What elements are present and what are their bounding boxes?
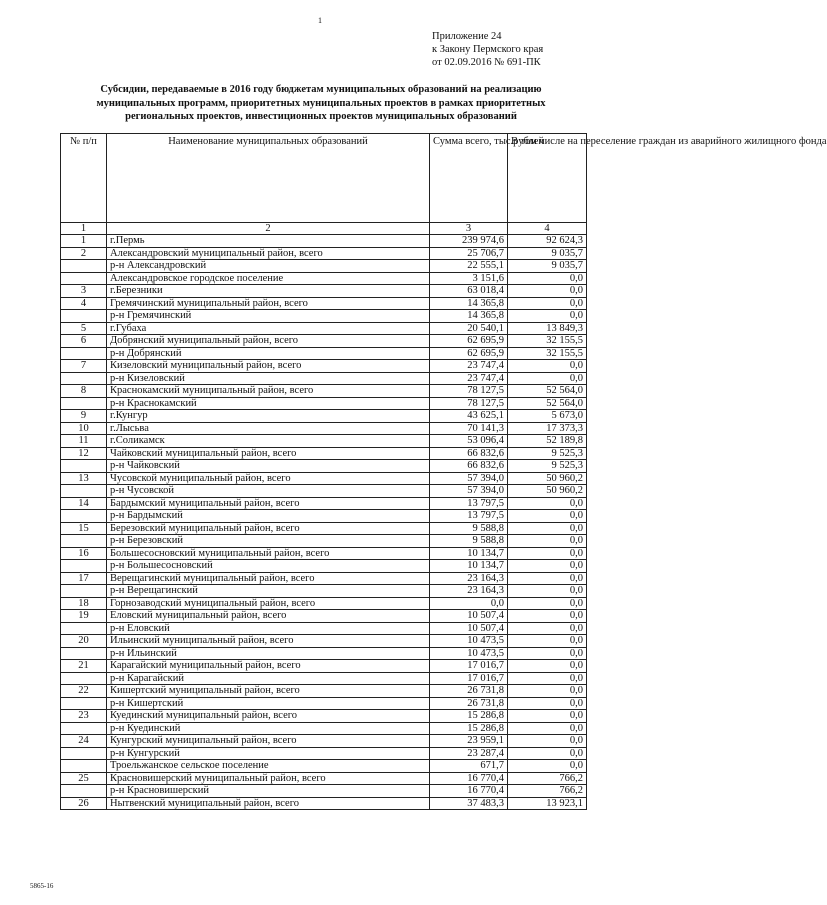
row-number: 25 [61, 772, 107, 785]
row-sum: 25 706,7 [430, 247, 508, 260]
row-resettlement: 0,0 [508, 310, 587, 323]
row-name: р-н Березовский [107, 535, 430, 548]
row-resettlement: 0,0 [508, 610, 587, 623]
table-row [61, 510, 587, 523]
table-row [61, 647, 587, 660]
row-number [61, 372, 107, 385]
table-row [61, 685, 587, 698]
row-number [61, 347, 107, 360]
row-name: Александровское городское поселение [107, 272, 430, 285]
row-name: Кизеловский муниципальный район, всего [107, 360, 430, 373]
row-number: 18 [61, 597, 107, 610]
row-number [61, 397, 107, 410]
row-resettlement: 0,0 [508, 647, 587, 660]
row-resettlement: 0,0 [508, 547, 587, 560]
row-number: 21 [61, 660, 107, 673]
table-row [61, 310, 587, 323]
row-resettlement: 0,0 [508, 585, 587, 598]
table-row [61, 360, 587, 373]
row-name: Троельжанское сельское поселение [107, 760, 430, 773]
row-name: Горнозаводский муниципальный район, всего [107, 597, 430, 610]
row-sum: 20 540,1 [430, 322, 508, 335]
row-sum: 10 507,4 [430, 622, 508, 635]
row-resettlement: 0,0 [508, 522, 587, 535]
row-sum: 10 507,4 [430, 610, 508, 623]
row-number [61, 460, 107, 473]
row-sum: 78 127,5 [430, 397, 508, 410]
row-resettlement: 0,0 [508, 372, 587, 385]
row-resettlement: 0,0 [508, 297, 587, 310]
row-resettlement: 766,2 [508, 785, 587, 798]
row-name: р-н Кишертский [107, 697, 430, 710]
row-resettlement: 52 189,8 [508, 435, 587, 448]
row-name: р-н Еловский [107, 622, 430, 635]
table-row [61, 485, 587, 498]
row-number: 11 [61, 435, 107, 448]
row-sum: 43 625,1 [430, 410, 508, 423]
row-sum: 14 365,8 [430, 297, 508, 310]
row-sum: 17 016,7 [430, 672, 508, 685]
row-name: р-н Ильинский [107, 647, 430, 660]
row-sum: 53 096,4 [430, 435, 508, 448]
column-index: 1 [61, 223, 107, 235]
row-number [61, 310, 107, 323]
row-number: 8 [61, 385, 107, 398]
table-row [61, 772, 587, 785]
row-name: Гремячинский муниципальный район, всего [107, 297, 430, 310]
row-number: 4 [61, 297, 107, 310]
row-sum: 62 695,9 [430, 347, 508, 360]
row-resettlement: 0,0 [508, 722, 587, 735]
row-number [61, 647, 107, 660]
table-row [61, 660, 587, 673]
row-number: 3 [61, 285, 107, 298]
row-name: Краснокамский муниципальный район, всего [107, 385, 430, 398]
row-number [61, 585, 107, 598]
row-name: Добрянский муниципальный район, всего [107, 335, 430, 348]
row-resettlement: 0,0 [508, 747, 587, 760]
header-name: Наименование муниципальных образований [107, 134, 430, 223]
row-number: 17 [61, 572, 107, 585]
table-row [61, 247, 587, 260]
row-resettlement: 13 849,3 [508, 322, 587, 335]
row-resettlement: 52 564,0 [508, 385, 587, 398]
row-resettlement: 32 155,5 [508, 335, 587, 348]
row-sum: 62 695,9 [430, 335, 508, 348]
row-name: Верещагинский муниципальный район, всего [107, 572, 430, 585]
table-row [61, 322, 587, 335]
row-resettlement: 766,2 [508, 772, 587, 785]
row-name: г.Лысьва [107, 422, 430, 435]
document-title: Субсидии, передаваемые в 2016 году бюджетам муниципальных образований на реализацию муниципальных программ, приоритетных муниципальных проектов в рамках приоритетных региональных проектов, инвестиционных проектов муниципальных образований [96, 84, 546, 122]
table-row [61, 697, 587, 710]
row-number: 5 [61, 322, 107, 335]
row-sum: 10 473,5 [430, 647, 508, 660]
row-sum: 9 588,8 [430, 535, 508, 548]
footer-code: 5865-16 [30, 882, 54, 890]
table-row [61, 522, 587, 535]
table-row [61, 347, 587, 360]
row-sum: 23 287,4 [430, 747, 508, 760]
row-number: 2 [61, 247, 107, 260]
table-row [61, 710, 587, 723]
row-number [61, 560, 107, 573]
table-row [61, 610, 587, 623]
row-sum: 26 731,8 [430, 697, 508, 710]
row-number [61, 485, 107, 498]
table-row [61, 447, 587, 460]
row-name: р-н Краснокамский [107, 397, 430, 410]
row-number: 23 [61, 710, 107, 723]
row-number: 6 [61, 335, 107, 348]
table-row [61, 497, 587, 510]
row-sum: 16 770,4 [430, 772, 508, 785]
row-resettlement: 0,0 [508, 735, 587, 748]
table-row [61, 297, 587, 310]
row-name: р-н Красновишерский [107, 785, 430, 798]
row-name: Бардымский муниципальный район, всего [107, 497, 430, 510]
table-row [61, 535, 587, 548]
appendix-line-2: к Закону Пермского края [432, 44, 544, 55]
table-row [61, 410, 587, 423]
column-index: 4 [508, 223, 587, 235]
row-name: р-н Кунгурский [107, 747, 430, 760]
row-resettlement: 13 923,1 [508, 797, 587, 810]
row-name: р-н Бардымский [107, 510, 430, 523]
row-resettlement: 0,0 [508, 710, 587, 723]
table-row [61, 585, 587, 598]
row-name: г.Пермь [107, 235, 430, 248]
row-sum: 23 747,4 [430, 360, 508, 373]
row-resettlement: 0,0 [508, 497, 587, 510]
row-number [61, 622, 107, 635]
row-sum: 57 394,0 [430, 472, 508, 485]
row-name: г.Соликамск [107, 435, 430, 448]
row-resettlement: 0,0 [508, 697, 587, 710]
table-row [61, 272, 587, 285]
row-resettlement: 9 035,7 [508, 260, 587, 273]
row-number [61, 272, 107, 285]
table-row [61, 672, 587, 685]
row-number: 24 [61, 735, 107, 748]
table-row [61, 435, 587, 448]
table-row [61, 572, 587, 585]
row-sum: 9 588,8 [430, 522, 508, 535]
row-number: 7 [61, 360, 107, 373]
row-number: 26 [61, 797, 107, 810]
appendix-line-1: Приложение 24 [432, 31, 502, 42]
table-row [61, 735, 587, 748]
row-number [61, 535, 107, 548]
row-sum: 13 797,5 [430, 497, 508, 510]
row-number [61, 672, 107, 685]
row-number: 13 [61, 472, 107, 485]
row-sum: 15 286,8 [430, 710, 508, 723]
row-name: г.Губаха [107, 322, 430, 335]
row-sum: 14 365,8 [430, 310, 508, 323]
row-resettlement: 32 155,5 [508, 347, 587, 360]
row-resettlement: 5 673,0 [508, 410, 587, 423]
table-row [61, 372, 587, 385]
row-name: Еловский муниципальный район, всего [107, 610, 430, 623]
header-number: № п/п [61, 134, 107, 223]
row-sum: 15 286,8 [430, 722, 508, 735]
table-row [61, 722, 587, 735]
row-resettlement: 0,0 [508, 597, 587, 610]
row-resettlement: 9 035,7 [508, 247, 587, 260]
row-name: Кишертский муниципальный район, всего [107, 685, 430, 698]
row-name: Карагайский муниципальный район, всего [107, 660, 430, 673]
appendix-header [432, 30, 543, 69]
row-sum: 63 018,4 [430, 285, 508, 298]
row-name: Кунгурский муниципальный район, всего [107, 735, 430, 748]
row-sum: 17 016,7 [430, 660, 508, 673]
table-row [61, 285, 587, 298]
column-index: 3 [430, 223, 508, 235]
row-resettlement: 0,0 [508, 360, 587, 373]
row-sum: 57 394,0 [430, 485, 508, 498]
table-header-row [61, 134, 587, 223]
table-row [61, 335, 587, 348]
row-number: 16 [61, 547, 107, 560]
row-name: р-н Куединский [107, 722, 430, 735]
row-sum: 10 473,5 [430, 635, 508, 648]
row-resettlement: 0,0 [508, 672, 587, 685]
row-resettlement: 0,0 [508, 272, 587, 285]
table-row [61, 760, 587, 773]
row-sum: 23 164,3 [430, 572, 508, 585]
row-sum: 23 164,3 [430, 585, 508, 598]
row-name: г.Березники [107, 285, 430, 298]
row-resettlement: 52 564,0 [508, 397, 587, 410]
row-resettlement: 0,0 [508, 685, 587, 698]
row-number: 10 [61, 422, 107, 435]
row-number [61, 747, 107, 760]
row-resettlement: 50 960,2 [508, 485, 587, 498]
row-number: 15 [61, 522, 107, 535]
row-name: р-н Чусовской [107, 485, 430, 498]
row-sum: 13 797,5 [430, 510, 508, 523]
row-resettlement: 0,0 [508, 572, 587, 585]
row-sum: 3 151,6 [430, 272, 508, 285]
row-sum: 70 141,3 [430, 422, 508, 435]
subsidies-table [60, 133, 827, 810]
row-name: р-н Верещагинский [107, 585, 430, 598]
row-sum: 10 134,7 [430, 560, 508, 573]
row-number [61, 260, 107, 273]
table-row [61, 460, 587, 473]
column-index-row [61, 223, 587, 235]
row-resettlement: 9 525,3 [508, 460, 587, 473]
row-name: р-н Большесосновский [107, 560, 430, 573]
row-sum: 10 134,7 [430, 547, 508, 560]
row-number [61, 510, 107, 523]
row-resettlement: 92 624,3 [508, 235, 587, 248]
row-number: 22 [61, 685, 107, 698]
row-number: 14 [61, 497, 107, 510]
row-name: р-н Кизеловский [107, 372, 430, 385]
table-row [61, 397, 587, 410]
table-row [61, 560, 587, 573]
row-resettlement: 0,0 [508, 660, 587, 673]
row-sum: 16 770,4 [430, 785, 508, 798]
row-sum: 78 127,5 [430, 385, 508, 398]
row-number: 19 [61, 610, 107, 623]
row-name: Ильинский муниципальный район, всего [107, 635, 430, 648]
row-name: р-н Добрянский [107, 347, 430, 360]
row-name: р-н Карагайский [107, 672, 430, 685]
row-number: 12 [61, 447, 107, 460]
appendix-line-3: от 02.09.2016 № 691-ПК [432, 57, 541, 68]
row-sum: 22 555,1 [430, 260, 508, 273]
row-name: Александровский муниципальный район, всего [107, 247, 430, 260]
row-number: 20 [61, 635, 107, 648]
row-name: Куединский муниципальный район, всего [107, 710, 430, 723]
row-resettlement: 50 960,2 [508, 472, 587, 485]
table-row [61, 597, 587, 610]
row-resettlement: 0,0 [508, 285, 587, 298]
row-resettlement: 0,0 [508, 535, 587, 548]
row-name: р-н Гремячинский [107, 310, 430, 323]
row-number [61, 722, 107, 735]
row-name: Березовский муниципальный район, всего [107, 522, 430, 535]
table-row [61, 785, 587, 798]
table-row [61, 422, 587, 435]
row-name: Нытвенский муниципальный район, всего [107, 797, 430, 810]
row-resettlement: 0,0 [508, 622, 587, 635]
row-number [61, 785, 107, 798]
row-number: 9 [61, 410, 107, 423]
row-resettlement: 0,0 [508, 760, 587, 773]
row-sum: 37 483,3 [430, 797, 508, 810]
row-name: Красновишерский муниципальный район, всего [107, 772, 430, 785]
column-index: 2 [107, 223, 430, 235]
table-row [61, 547, 587, 560]
row-name: Чусовской муниципальный район, всего [107, 472, 430, 485]
row-name: р-н Чайковский [107, 460, 430, 473]
table-body [61, 235, 587, 810]
header-sum: Сумма всего, тыс.рублей [430, 134, 508, 223]
row-resettlement: 0,0 [508, 635, 587, 648]
row-resettlement: 0,0 [508, 510, 587, 523]
table-row [61, 635, 587, 648]
row-number: 1 [61, 235, 107, 248]
row-sum: 23 747,4 [430, 372, 508, 385]
header-resettlement: В том числе на переселение граждан из аварийного жилищного фонда [508, 134, 587, 223]
row-name: р-н Александровский [107, 260, 430, 273]
table-row [61, 622, 587, 635]
table-row [61, 235, 587, 248]
row-resettlement: 0,0 [508, 560, 587, 573]
row-resettlement: 9 525,3 [508, 447, 587, 460]
row-sum: 23 959,1 [430, 735, 508, 748]
row-name: г.Кунгур [107, 410, 430, 423]
row-sum: 671,7 [430, 760, 508, 773]
row-name: Чайковский муниципальный район, всего [107, 447, 430, 460]
table-row [61, 797, 587, 810]
row-sum: 26 731,8 [430, 685, 508, 698]
row-sum: 66 832,6 [430, 447, 508, 460]
row-name: Большесосновский муниципальный район, всего [107, 547, 430, 560]
row-number [61, 697, 107, 710]
row-number [61, 760, 107, 773]
row-sum: 66 832,6 [430, 460, 508, 473]
table-row [61, 260, 587, 273]
table-row [61, 747, 587, 760]
table-row [61, 385, 587, 398]
page-number: 1 [318, 16, 322, 25]
row-resettlement: 17 373,3 [508, 422, 587, 435]
row-sum: 239 974,6 [430, 235, 508, 248]
table-row [61, 472, 587, 485]
row-sum: 0,0 [430, 597, 508, 610]
